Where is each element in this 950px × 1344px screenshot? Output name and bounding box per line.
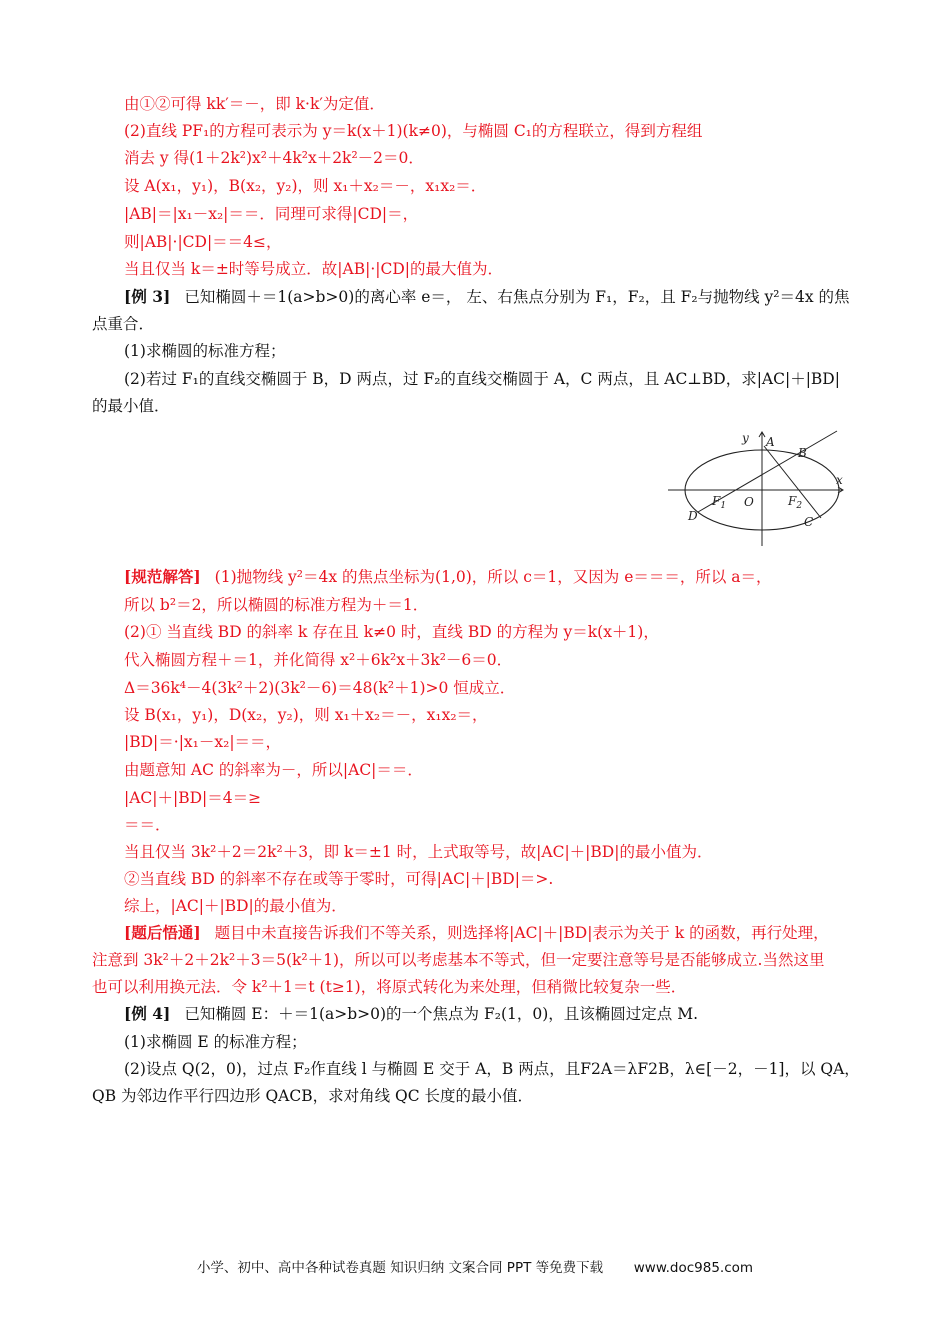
page-footer xyxy=(0,1256,950,1276)
example3-q2-line-1: (2)若过 F₁的直线交椭圆于 B，D 两点，过 F₂的直线交椭圆于 A，C 两点，且 AC⊥BD，求|AC|＋|BD| xyxy=(124,370,840,388)
reflection-line-3: 也可以利用换元法．令 k²＋1＝t (t≥1)，将原式转化为来处理，但稍微比较复杂一些． xyxy=(92,978,687,996)
label-y: y xyxy=(742,431,749,445)
solution2-line-11: 当且仅当 3k²＋2＝2k²＋3，即 k＝±1 时，上式取等号，故|AC|＋|BD|的最小值为． xyxy=(124,843,713,861)
example3-label: [例 3] xyxy=(124,287,171,306)
footer-text: 小学、初中、高中各种试卷真题 知识归纳 文案合同 PPT 等免费下载 xyxy=(196,1260,604,1276)
label-f2: $F_2$ xyxy=(788,494,803,511)
solution2-line-8: 由题意知 AC 的斜率为－，所以|AC|＝＝． xyxy=(124,761,423,779)
label-c: C xyxy=(804,515,814,529)
solution-line-6: 则|AB|·|CD|＝＝4≤， xyxy=(124,233,282,251)
reflection-label: [题后悟通] xyxy=(124,923,201,942)
solution2-line-10: ＝＝． xyxy=(124,816,171,834)
solution2-line-4: 代入椭圆方程＋＝1，并化简得 x²＋6k²x＋3k²－6＝0． xyxy=(124,651,513,669)
example3-line-1 xyxy=(124,286,850,308)
example4-q1: (1)求椭圆 E 的标准方程； xyxy=(124,1033,307,1051)
example3-line-2: 点重合． xyxy=(92,315,155,333)
solution2-line-2: 所以 b²＝2，所以椭圆的标准方程为＋＝1． xyxy=(124,596,429,614)
label-x: x xyxy=(836,473,843,487)
solution-line-4: 设 A(x₁，y₁)，B(x₂，y₂)，则 x₁＋x₂＝－，x₁x₂＝． xyxy=(124,177,487,195)
example4-line-1: [例 4] 已知椭圆 E：＋＝1(a>b>0)的一个焦点为 F₂(1，0)，且该椭圆过定点 M. xyxy=(124,1004,698,1023)
label-o: O xyxy=(744,495,754,509)
footer-link[interactable]: www.doc985.com xyxy=(633,1260,754,1276)
label-b: B xyxy=(798,446,807,460)
solution2-line-3: (2)① 当直线 BD 的斜率 k 存在且 k≠0 时，直线 BD 的方程为 y＝k(x＋1)， xyxy=(124,623,659,641)
label-d: D xyxy=(688,509,698,523)
solution-line-5: |AB|＝|x₁－x₂|＝＝．同理可求得|CD|＝， xyxy=(124,205,419,223)
example4-q2-line-1: (2)设点 Q(2，0)，过点 F₂作直线 l 与椭圆 E 交于 A，B 两点，且F2A＝λF2B，λ∈[－2，－1]，以 QA， xyxy=(124,1060,860,1078)
solution2-line-9: |AC|＋|BD|＝4＝≥ xyxy=(124,789,262,807)
example4-q2-line-2: QB 为邻边作平行四边形 QACB，求对角线 QC 长度的最小值． xyxy=(92,1087,534,1105)
solution2-line-1: [规范解答] (1)抛物线 y²＝4x 的焦点坐标为(1,0)，所以 c＝1，又因为 e＝＝＝，所以 a＝， xyxy=(124,567,772,586)
ellipse-diagram xyxy=(668,426,858,550)
example3-q2-line-2: 的最小值． xyxy=(92,397,170,415)
solution2-line-12: ②当直线 BD 的斜率不存在或等于零时，可得|AC|＋|BD|＝>. xyxy=(124,870,554,888)
solution2-line-5: Δ＝36k⁴－4(3k²＋2)(3k²－6)＝48(k²＋1)>0 恒成立． xyxy=(124,679,516,697)
reflection-line-2: 注意到 3k²＋2＋2k²＋3＝5(k²＋1)，所以可以考虑基本不等式，但一定要注意等号是否能够成立.当然这里 xyxy=(92,951,825,969)
example3-text: 已知椭圆＋＝1(a>b>0)的离心率 e＝， 左、右焦点分别为 F₁，F₂，且 F₂与抛物线 y²＝4x 的焦 xyxy=(184,288,850,306)
label-a: A xyxy=(766,435,775,449)
solution-line-1: 由①②可得 kk′＝－，即 k·k′为定值． xyxy=(124,95,385,113)
label-f1: $F_1$ xyxy=(712,494,727,511)
solution2-line-13: 综上，|AC|＋|BD|的最小值为． xyxy=(124,897,347,915)
reflection-line-1: [题后悟通] 题目中未直接告诉我们不等关系，则选择将|AC|＋|BD|表示为关于 k 的函数，再行处理， xyxy=(124,923,829,942)
example3-q1: (1)求椭圆的标准方程； xyxy=(124,342,286,360)
solution-line-2: (2)直线 PF₁的方程可表示为 y＝k(x＋1)(k≠0)，与椭圆 C₁的方程联立，得到方程组 xyxy=(124,122,703,140)
solution2-label: [规范解答] xyxy=(124,567,201,586)
solution-line-7: 当且仅当 k＝±时等号成立．故|AB|·|CD|的最大值为． xyxy=(124,260,503,278)
solution-line-3: 消去 y 得(1＋2k²)x²＋4k²x＋2k²－2＝0． xyxy=(124,149,424,167)
example4-label: [例 4] xyxy=(124,1004,171,1023)
solution2-line-7: |BD|＝·|x₁－x₂|＝＝， xyxy=(124,733,282,751)
solution2-line-6: 设 B(x₁，y₁)，D(x₂，y₂)，则 x₁＋x₂＝－，x₁x₂＝， xyxy=(124,706,488,724)
